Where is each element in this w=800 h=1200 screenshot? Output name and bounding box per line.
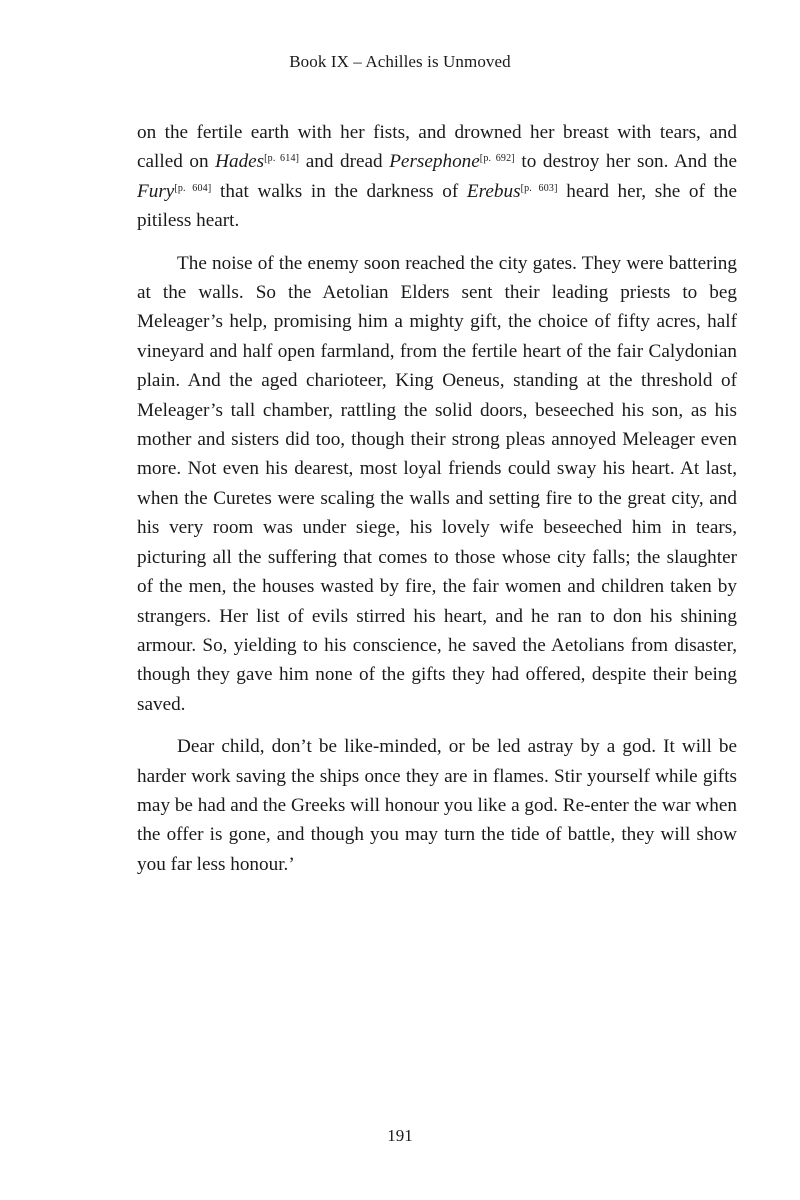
running-head: Book IX – Achilles is Unmoved [289,52,511,71]
proper-name-hades: Hades [215,151,265,173]
text-segment: heard her, she of the pitiless heart. [137,180,737,232]
text-segment: that walks in the darkness of [211,180,467,202]
proper-name-persephone: Persephone [389,151,480,173]
paragraph-2: The noise of the enemy soon reached the city gates. They were battering at the walls. So the Aetolian Elders sent their leading priests to beg Meleager’s help, promising him a mighty gift, the choice of fifty acres, half vineyard and half open farmland, from the fertile heart of the fair Calydonian plain. And the aged charioteer, King Oeneus, standing at the threshold of Meleager’s tall chamber, rattling the solid doors, beseeched his son, as his mother and sisters did too, though their strong pleas annoyed Meleager even more. Not even his dearest, most loyal friends could sway his heart. At last, when the Curetes were scaling the walls and setting fire to the great city, and his very room was under siege, his lovely wife beseeched him in tears, picturing all the suffering that comes to those whose city falls; the slaughter of the men, the houses wasted by fire, the fair women and children taken by strangers. Her list of evils stirred his heart, and he ran to don his shining armour. So, yielding to his conscience, he saved the Aetolians from disaster, though they gave him none of the gifts they had offered, despite their being saved. [137,252,737,715]
page-reference-hades[interactable]: [p. 614] [264,153,300,165]
proper-name-erebus: Erebus [466,180,521,202]
text-segment: on the fertile earth with her fists, and drowned her breast with tears, and called on [137,122,737,173]
body-text [137,118,737,892]
page-reference-persephone[interactable]: [p. 692] [479,153,515,165]
paragraph-3: Dear child, don’t be like-minded, or be led astray by a god. It will be harder work saving the ships once they are in flames. Stir yourself while gifts may be had and the Greeks will honour you like a god. Re-enter the war when the offer is gone, and though you may turn the tide of battle, they will show you far less honour.’ [137,736,737,875]
text-segment: to destroy her son. And the [514,151,737,173]
page-number: 191 [387,1126,413,1145]
proper-name-fury: Fury [137,180,175,202]
text-segment: and dread [299,151,390,173]
page-reference-erebus[interactable]: [p. 603] [520,182,558,194]
paragraph-1 [137,118,737,236]
page-reference-fury[interactable]: [p. 604] [174,182,212,194]
